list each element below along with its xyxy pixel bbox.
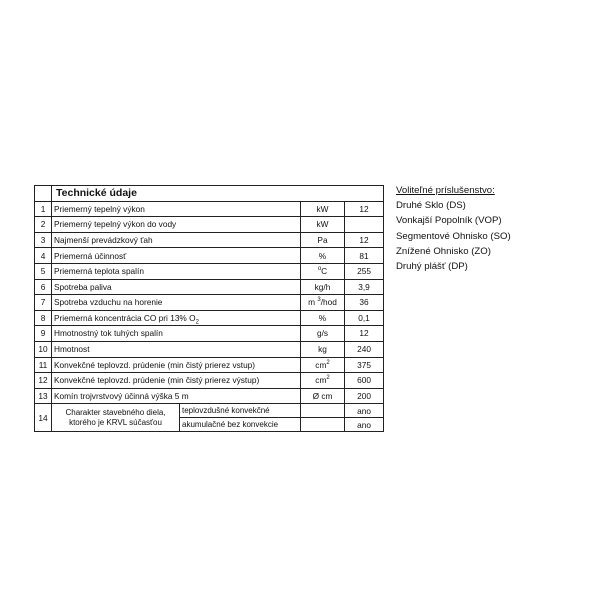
- accessory-item: Druhý plášť (DP): [396, 261, 468, 273]
- row-number: 6: [35, 279, 52, 295]
- row-value: 36: [345, 295, 384, 311]
- row-value: 600: [345, 373, 384, 389]
- row-value: [345, 217, 384, 233]
- technical-data-table: [34, 185, 384, 432]
- accessory-item: Vonkajší Popolník (VOP): [396, 215, 502, 227]
- unit-suffix: /hod: [320, 297, 337, 308]
- row-number: 8: [35, 310, 52, 326]
- optional-accessories: [396, 183, 596, 274]
- row14-value-1: ano: [345, 404, 384, 418]
- row14-unit-empty-2: [301, 418, 345, 432]
- row-unit: [301, 373, 345, 389]
- row-number: 11: [35, 357, 52, 373]
- row-number: 12: [35, 373, 52, 389]
- table-row: [35, 201, 384, 217]
- row-value: 12: [345, 326, 384, 342]
- title-empty-cell: [35, 186, 52, 202]
- table-row: [35, 388, 384, 404]
- row-label: Konvekčné teplovzd. prúdenie (min čistý prierez vstup): [52, 357, 301, 373]
- row-unit: %: [301, 248, 345, 264]
- row-unit: kW: [301, 217, 345, 233]
- building-character-label: Charakter stavebného diela, ktorého je KRVL súčasťou: [52, 404, 180, 432]
- row-label: Spotreba paliva: [52, 279, 301, 295]
- unit-superscript: 2: [326, 359, 330, 366]
- unit-superscript: 3: [317, 297, 321, 304]
- row-label: [52, 310, 301, 326]
- table-title: Technické údaje: [52, 186, 384, 202]
- row-value: 3,9: [345, 279, 384, 295]
- table-title-row: [35, 186, 384, 202]
- row-number: 10: [35, 341, 52, 357]
- table-row-14: [35, 404, 384, 418]
- row-unit: kW: [301, 201, 345, 217]
- row-number: 7: [35, 295, 52, 311]
- label-subscript: 2: [195, 319, 199, 326]
- table-row: [35, 232, 384, 248]
- row-unit: %: [301, 310, 345, 326]
- accessory-item: Druhé Sklo (DS): [396, 200, 466, 212]
- accessory-item: Segmentové Ohnisko (SO): [396, 230, 511, 242]
- row-unit: kg/h: [301, 279, 345, 295]
- table-row: [35, 326, 384, 342]
- unit-text: cm: [315, 359, 327, 370]
- row-unit: kg: [301, 341, 345, 357]
- row-label: Konvekčné teplovzd. prúdenie (min čistý prierez výstup): [52, 373, 301, 389]
- unit-text: cm: [315, 375, 327, 386]
- row-number: 5: [35, 263, 52, 279]
- row-value: 255: [345, 263, 384, 279]
- table-row: [35, 248, 384, 264]
- unit-text: C: [321, 266, 328, 277]
- row-unit: [301, 357, 345, 373]
- row14-option-1: teplovzdušné konvekčné: [180, 404, 301, 418]
- table-row: [35, 341, 384, 357]
- row-value: 12: [345, 201, 384, 217]
- row-value: 12: [345, 232, 384, 248]
- table-row: [35, 357, 384, 373]
- unit-superscript: 2: [326, 375, 330, 382]
- unit-superscript: o: [317, 266, 322, 273]
- row-label: Priemerný tepelný výkon do vody: [52, 217, 301, 233]
- row-number: 3: [35, 232, 52, 248]
- table-row: [35, 310, 384, 326]
- row-unit: g/s: [301, 326, 345, 342]
- row-number: 2: [35, 217, 52, 233]
- row-unit: [301, 295, 345, 311]
- label-text: Priemerná koncentrácia CO pri 13% O: [54, 312, 196, 323]
- row14-unit-empty-1: [301, 404, 345, 418]
- row-label: Priemerná teplota spalín: [52, 263, 301, 279]
- accessory-item: Znížené Ohnisko (ZO): [396, 245, 491, 257]
- row-unit: Pa: [301, 232, 345, 248]
- row-value: 240: [345, 341, 384, 357]
- row-number: 1: [35, 201, 52, 217]
- unit-text: m: [308, 297, 316, 308]
- row14-option-2: akumulačné bez konvekcie: [180, 418, 301, 432]
- table-row: [35, 295, 384, 311]
- row-label: Hmotnost: [52, 341, 301, 357]
- row-label: Najmenší prevádzkový ťah: [52, 232, 301, 248]
- row-label: Komín trojvrstvový účinná výška 5 m: [52, 388, 301, 404]
- row-unit: [301, 263, 345, 279]
- row14-value-2: ano: [345, 418, 384, 432]
- row-value: 375: [345, 357, 384, 373]
- row-label: Priemerná účinnosť: [52, 248, 301, 264]
- row-number: 4: [35, 248, 52, 264]
- row-unit: Ø cm: [301, 388, 345, 404]
- row-label: Hmotnostný tok tuhých spalín: [52, 326, 301, 342]
- row-label: Priemerný tepelný výkon: [52, 201, 301, 217]
- row-value: 81: [345, 248, 384, 264]
- row-value: 200: [345, 388, 384, 404]
- row-number: 13: [35, 388, 52, 404]
- row-value: 0,1: [345, 310, 384, 326]
- table-row: [35, 217, 384, 233]
- row-label: Spotreba vzduchu na horenie: [52, 295, 301, 311]
- row-number: 9: [35, 326, 52, 342]
- row-number: 14: [35, 404, 52, 432]
- accessories-header: Voliteľné príslušenstvo:: [396, 185, 495, 196]
- table-row: [35, 279, 384, 295]
- table-row: [35, 373, 384, 389]
- table-row: [35, 263, 384, 279]
